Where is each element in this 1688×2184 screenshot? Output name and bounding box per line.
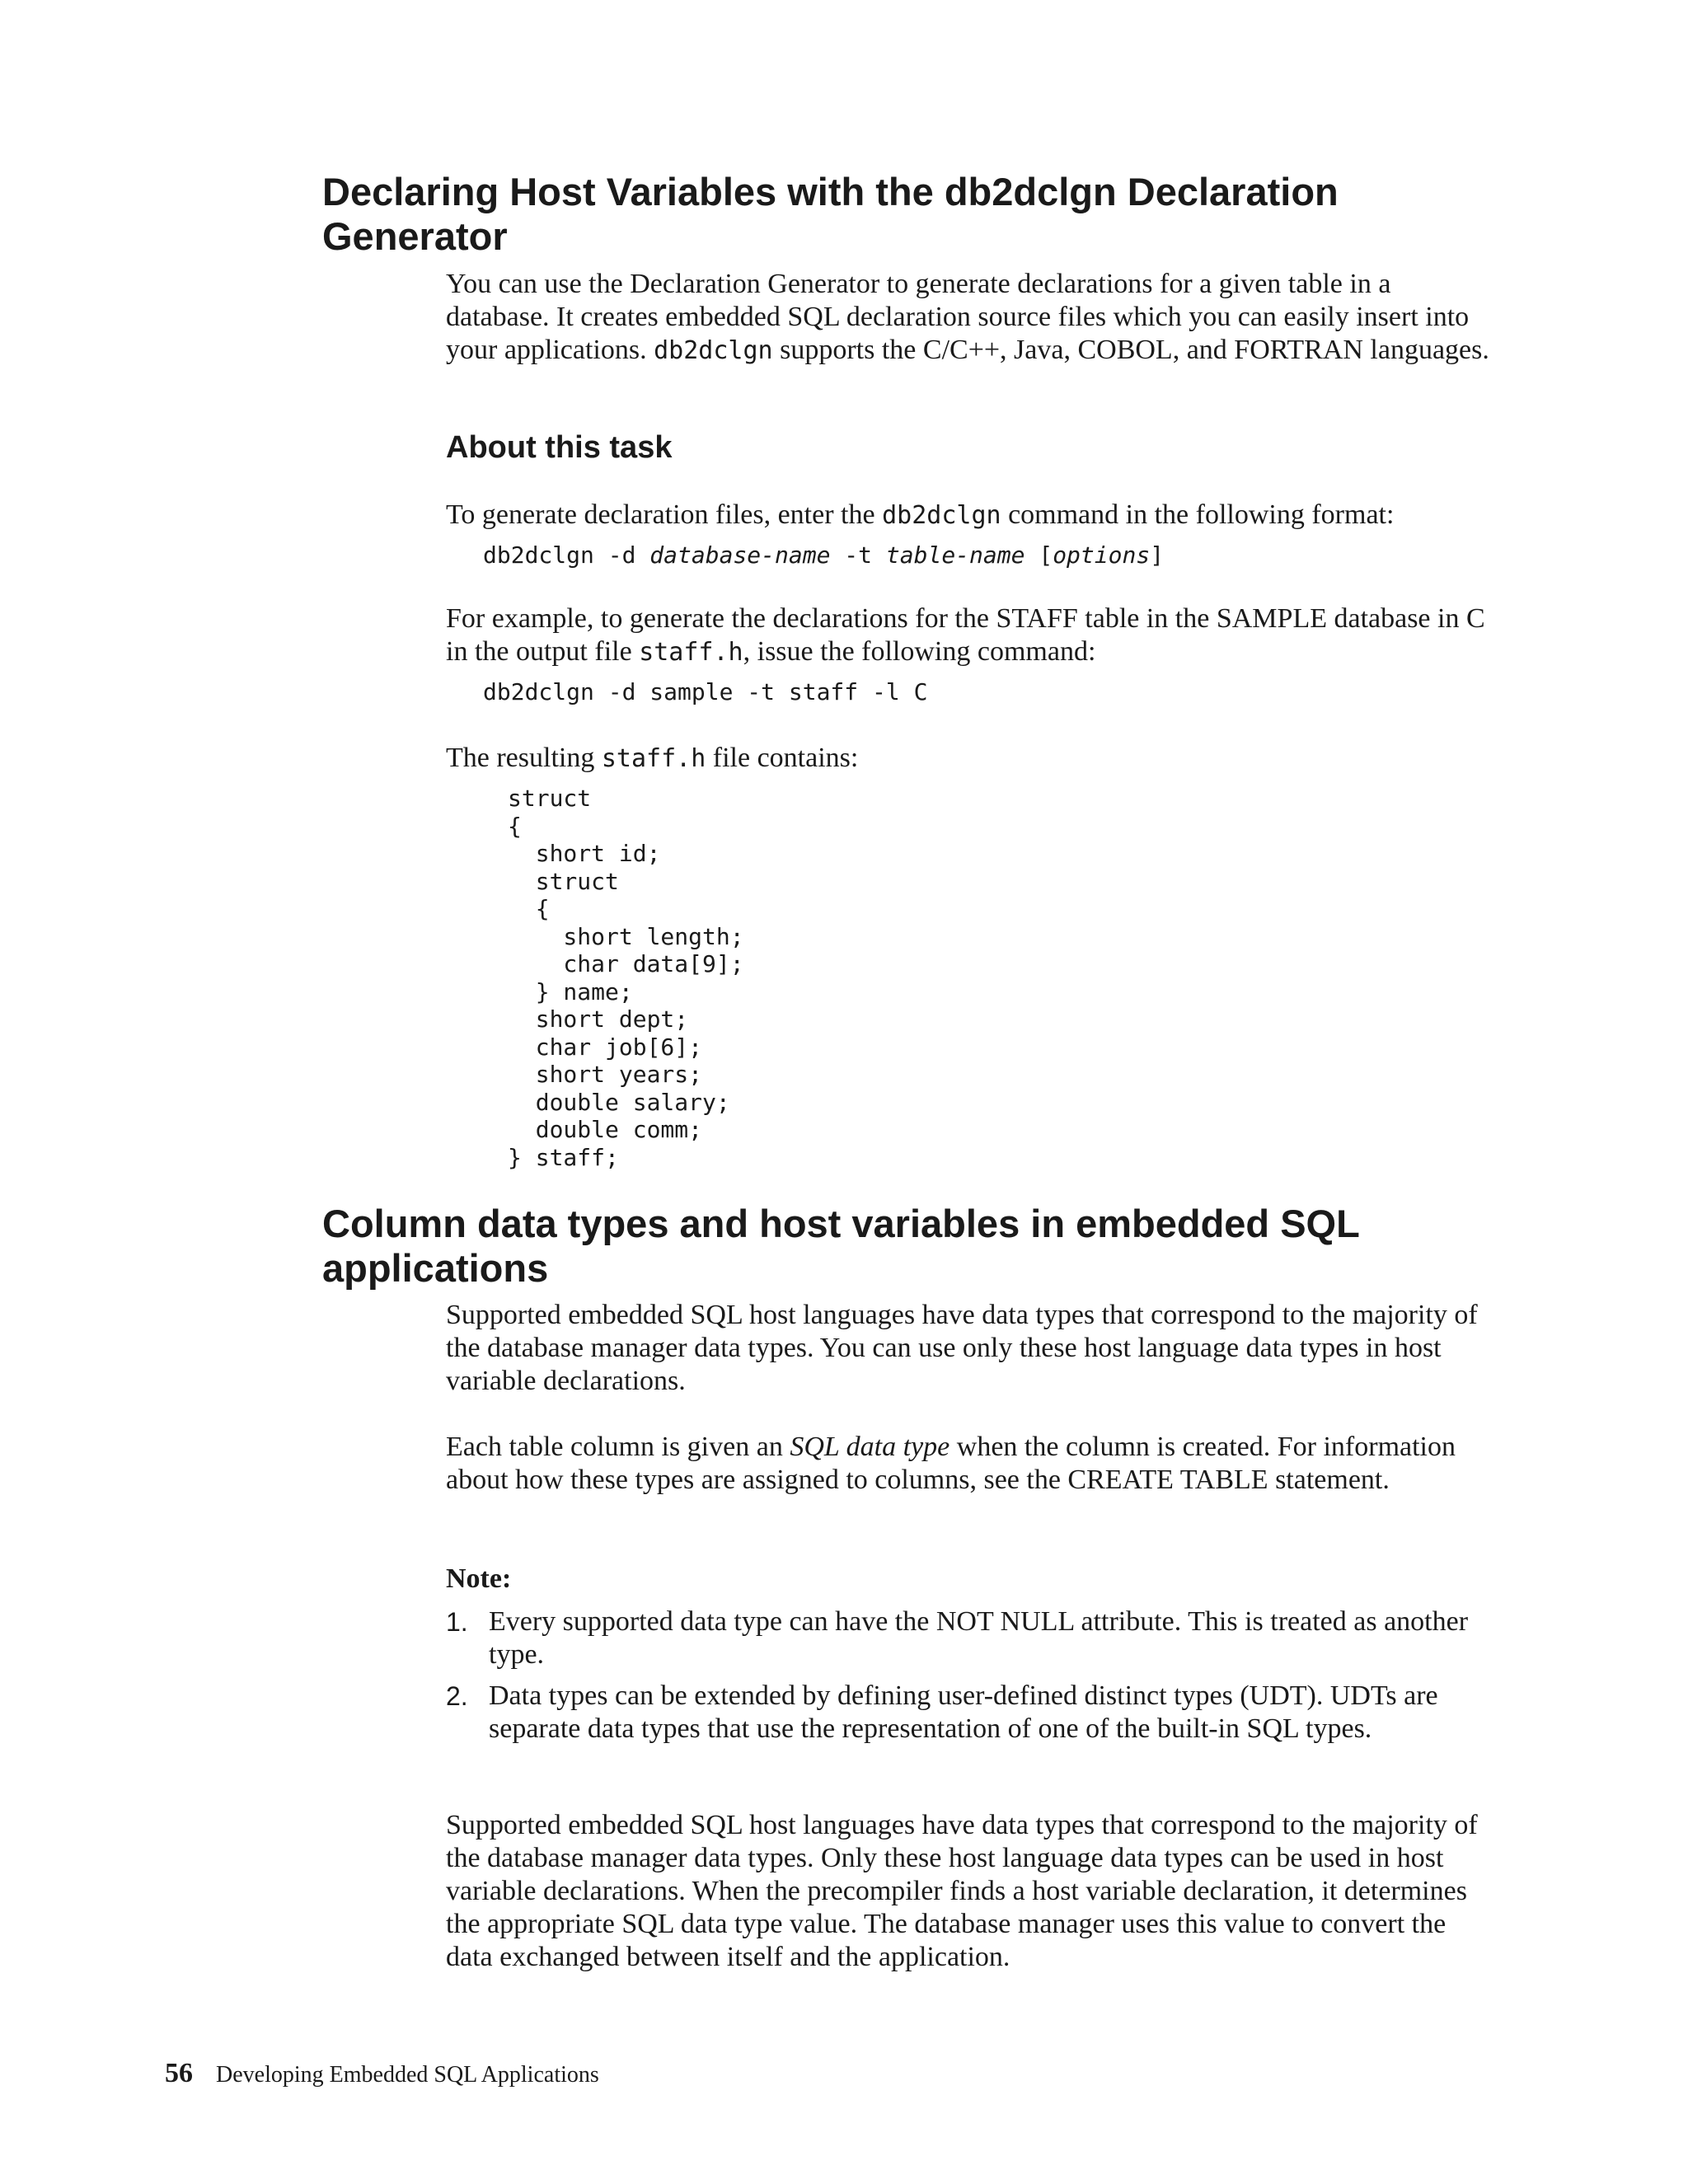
sql-type-text-2: when the column is created. For information about how these types are assigned to columns, see the CREATE TABLE statement. — [446, 1432, 1456, 1495]
syntax-database-name: database-name — [649, 541, 831, 569]
list-number: 2. — [446, 1681, 468, 1711]
syntax-options: options — [1053, 541, 1151, 569]
example-command: db2dclgn -d sample -t staff -l C — [483, 678, 928, 705]
paragraph-sql-data-type — [446, 1431, 1493, 1497]
format-paragraph — [446, 499, 1493, 532]
syntax-command: db2dclgn — [483, 541, 594, 569]
example-text-2: , issue the following command: — [743, 636, 1096, 667]
book-title: Developing Embedded SQL Applications — [216, 2062, 599, 2088]
result-text-2: file contains: — [706, 743, 859, 773]
intro-text-1: You can use the Declaration Generator to generate declarations for a given table in a database. It creates embedded SQL declaration source files which you can easily insert into your applications. — [446, 269, 1470, 365]
intro-text-2: supports the C/C++, Java, COBOL, and FORTRAN languages. — [772, 335, 1489, 365]
sql-type-emphasis: SQL data type — [790, 1432, 950, 1462]
syntax-close-bracket: ] — [1150, 541, 1165, 569]
notes-list — [446, 1605, 1493, 1746]
sql-type-text-1: Each table column is given an — [446, 1432, 790, 1462]
intro-code-db2dclgn: db2dclgn — [654, 336, 773, 365]
list-item — [446, 1680, 1493, 1746]
format-text-2: command in the following format: — [1001, 499, 1395, 530]
paragraph-host-languages-1: Supported embedded SQL host languages have data types that correspond to the majority of the database manager data types. You can use only these host language data types in host variable declarations. — [446, 1300, 1478, 1396]
command-syntax — [483, 541, 1164, 569]
syntax-open-bracket: [ — [1025, 541, 1053, 569]
paragraph-host-languages-2: Supported embedded SQL host languages have data types that correspond to the majority of the database manager data types. Only these host language data types can be used in host variable declarations. When the precompiler finds a host variable declaration, it determines the appropriate SQL data type value. The database manager uses this value to convert the data exchanged between itself and the application. — [446, 1810, 1478, 1972]
page-footer — [165, 2057, 599, 2092]
section-heading-declaring-host-variables: Declaring Host Variables with the db2dclgn Declaration Generator — [322, 170, 1339, 258]
list-item-text: Data types can be extended by defining user-defined distinct types (UDT). UDTs are separate data types that use the representation of one of the built-in SQL types. — [489, 1680, 1438, 1744]
result-code-staff-h: staff.h — [601, 744, 706, 773]
example-code-staff-h: staff.h — [639, 638, 743, 667]
page-number: 56 — [165, 2058, 193, 2088]
note-label: Note: — [446, 1563, 512, 1594]
format-text-1: To generate declaration files, enter the — [446, 499, 883, 530]
list-number: 1. — [446, 1607, 468, 1637]
example-text-1: For example, to generate the declarations for the STAFF table in the SAMPLE database in C in the output file — [446, 603, 1485, 667]
list-item — [446, 1605, 1493, 1671]
syntax-t-flag: -t — [830, 541, 886, 569]
format-code-db2dclgn: db2dclgn — [882, 501, 1001, 530]
subheading-about-this-task: About this task — [446, 430, 673, 465]
intro-paragraph — [446, 268, 1493, 368]
list-item-text: Every supported data type can have the NOT NULL attribute. This is treated as another type. — [489, 1606, 1469, 1670]
syntax-d-flag: -d — [593, 541, 650, 569]
code-listing-staff-struct: struct { short id; struct { short length; char data[9]; } name; short dept; char job[6]; short years; double salary; double comm; } staff; — [508, 785, 744, 1171]
result-paragraph — [446, 742, 1493, 776]
example-paragraph — [446, 602, 1493, 669]
syntax-table-name: table-name — [885, 541, 1025, 569]
result-text-1: The resulting — [446, 743, 602, 773]
section-heading-column-data-types: Column data types and host variables in embedded SQL applications — [322, 1202, 1359, 1290]
